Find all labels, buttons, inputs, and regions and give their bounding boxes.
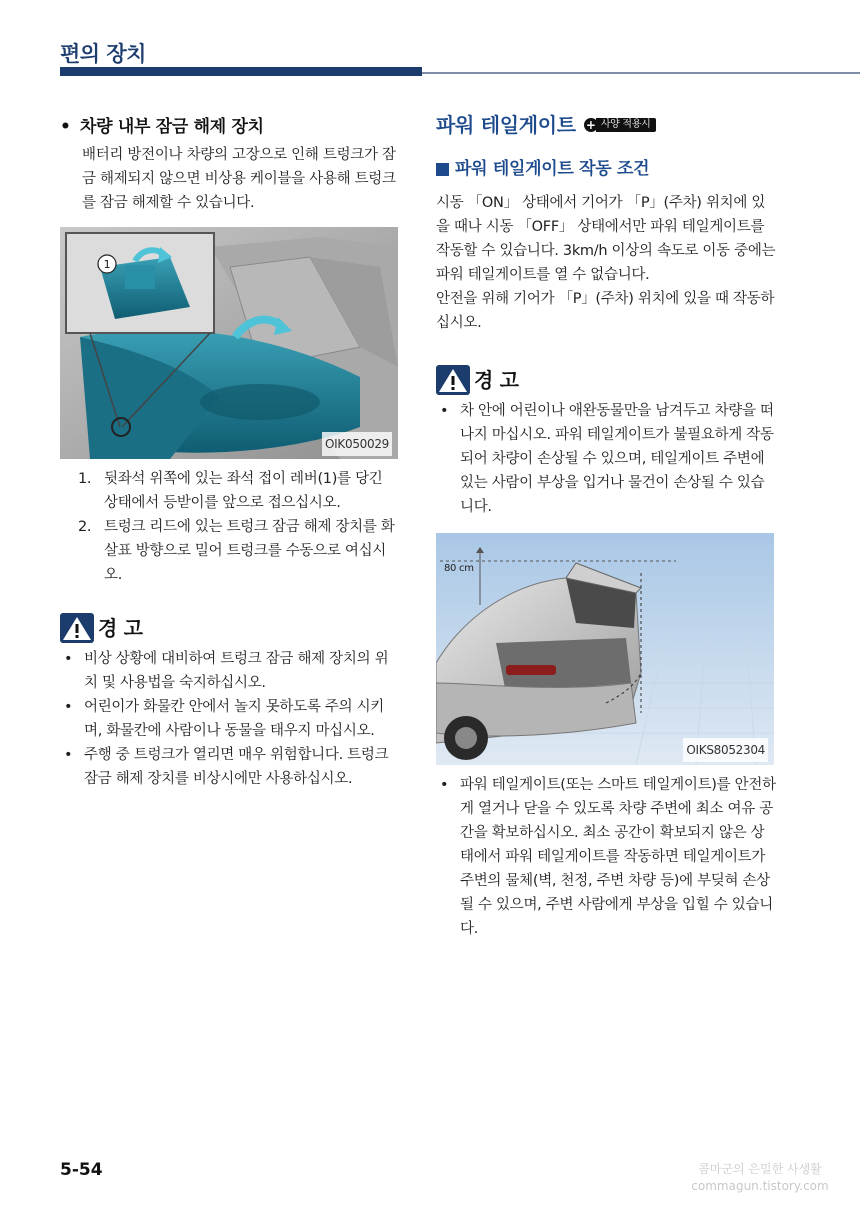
- warning-triangle-icon: [60, 613, 94, 643]
- tailgate-clearance-figure: [436, 533, 774, 765]
- option-badge: + 사양 적용시: [584, 118, 656, 132]
- page-number: 5-54: [60, 1160, 103, 1180]
- list-item: • 어린이가 화물칸 안에서 놀지 못하도록 주의 시키며, 화물칸에 사람이나 동물을 태우지 마십시오.: [60, 695, 398, 743]
- power-tailgate-title: 파워 테일게이트 + 사양 적용시: [436, 113, 776, 137]
- watermark: 콤마군의 은밀한 사생활 commagun.tistory.com: [691, 1162, 829, 1193]
- trunk-release-heading: • 차량 내부 잠금 해제 장치: [60, 117, 264, 137]
- bullet-icon: •: [440, 403, 449, 419]
- rear-seat-illustration: [60, 227, 398, 459]
- clearance-label: 80 cm: [444, 563, 474, 574]
- right-column: [436, 113, 776, 941]
- condition-paragraph: 시동 「ON」 상태에서 기어가 「P」(주차) 위치에 있을 때나 시동 「OFF」 상태에서만 파워 테일게이트를 작동할 수 있습니다. 3km/h 이상의 속도로 이동 중에는 파워 테일게이트를 열 수 없습니다.: [436, 195, 776, 283]
- tailgate-illustration: [436, 533, 774, 765]
- figure-code: OIK050029: [322, 432, 392, 456]
- bullet-icon: •: [64, 747, 73, 763]
- warning-triangle-icon: [436, 365, 470, 395]
- list-item: [60, 467, 398, 515]
- right-warning-title: 경 고: [436, 365, 776, 395]
- left-column: [60, 115, 398, 791]
- bullet-icon: •: [440, 777, 449, 793]
- list-item: • 비상 상황에 대비하여 트렁크 잠금 해제 장치의 위치 및 사용법을 숙지하십시오.: [60, 647, 398, 695]
- left-warning-list: [60, 647, 398, 791]
- list-item: [60, 515, 398, 587]
- step-text: 트렁크 리드에 있는 트렁크 잠금 해제 장치를 화살표 방향으로 밀어 트렁크를 수동으로 여십시오.: [104, 519, 395, 583]
- step-number: 1.: [78, 471, 92, 487]
- plus-icon: +: [584, 118, 598, 132]
- step-number: 2.: [78, 519, 92, 535]
- list-item: • 주행 중 트렁크가 열리면 매우 위험합니다. 트렁크 잠금 해제 장치를 비상시에만 사용하십시오.: [60, 743, 398, 791]
- safety-paragraph: 안전을 위해 기어가 「P」(주차) 위치에 있을 때 작동하십시오.: [436, 291, 775, 331]
- trunk-release-steps: [60, 467, 398, 587]
- section-header-title: 편의 장치: [60, 42, 146, 66]
- right-warning-list: [436, 399, 776, 519]
- left-warning-title: 경 고: [60, 613, 398, 643]
- square-bullet-icon: [436, 163, 449, 176]
- step-text: 뒷좌석 위쪽에 있는 좌석 접이 레버(1)를 당긴 상태에서 등받이를 앞으로 접으십시오.: [104, 471, 383, 511]
- list-item: • 차 안에 어린이나 애완동물만을 남겨두고 차량을 떠나지 마십시오. 파워 테일게이트가 불필요하게 작동되어 차량이 손상될 수 있으며, 테일게이트 주변에 있는 사람이 부상을 입거나 물건이 손상될 수 있습니다.: [436, 399, 776, 519]
- bullet-icon: •: [64, 651, 73, 667]
- figure-callout-label: 1: [103, 258, 111, 271]
- tailgate-clearance-note: [436, 773, 776, 941]
- header-rule-light: [422, 72, 860, 74]
- figure-code: OIKS8052304: [683, 738, 768, 762]
- operating-conditions-subtitle: 파워 테일게이트 작동 조건: [436, 157, 776, 181]
- bullet-icon: •: [60, 117, 71, 137]
- list-item: • 파워 테일게이트(또는 스마트 테일게이트)를 안전하게 열거나 닫을 수 있도록 차량 주변에 최소 여유 공간을 확보하십시오. 최소 공간이 확보되지 않은 상태에서 파워 테일게이트를 작동하면 테일게이트가 주변의 물체(벽, 천정, 주변 차량 등)에 부딪혀 손상될 수 있으며, 주변 사람에게 부상을 입힐 수 있습니다.: [436, 773, 776, 941]
- rear-seat-figure: [60, 227, 398, 459]
- trunk-release-intro: 배터리 방전이나 차량의 고장으로 인해 트렁크가 잠금 해제되지 않으면 비상용 케이블을 사용해 트렁크를 잠금 해제할 수 있습니다.: [82, 147, 396, 211]
- bullet-icon: •: [64, 699, 73, 715]
- header-rule-dark: [60, 67, 422, 76]
